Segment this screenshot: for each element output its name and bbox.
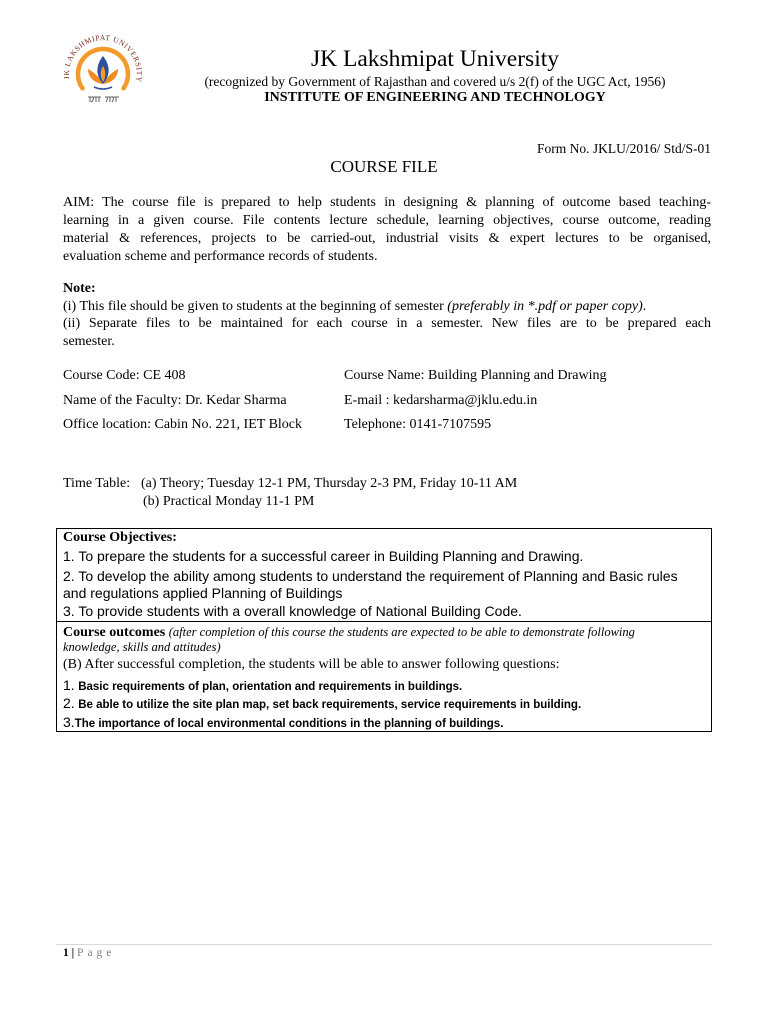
aim-line: material & references, projects to be carried-out, industrial visits & expert lectures to be organised, — [63, 231, 711, 246]
page-number: 1 — [63, 947, 69, 959]
outcome-number: 2. — [63, 695, 75, 711]
outcomes-subtitle-continuation: knowledge, skills and attitudes) — [63, 640, 221, 654]
outcomes-intro: (B) After successful completion, the students will be able to answer following questions: — [63, 657, 560, 672]
aim-line-text: The course file is prepared to help students in designing & planning of outcome based teaching- — [102, 195, 712, 210]
faculty-label: Name of the Faculty: — [63, 393, 182, 408]
faculty-telephone — [344, 416, 491, 434]
institute-name: INSTITUTE OF ENGINEERING AND TECHNOLOGY — [264, 90, 606, 105]
logo-motto-mark — [88, 97, 119, 102]
note-item-2-line: semester. — [63, 334, 115, 349]
logo-base — [94, 87, 112, 89]
course-code-value: CE 408 — [143, 368, 186, 383]
faculty-name — [63, 392, 287, 410]
note-item-1 — [63, 298, 646, 316]
objective-item: 3. To provide students with a overall knowledge of National Building Code. — [63, 603, 522, 619]
page-label: Page — [77, 947, 116, 959]
page-separator: | — [71, 947, 75, 959]
course-code — [63, 367, 186, 385]
outcome-text: Basic requirements of plan, orientation and requirements in buildings. — [78, 681, 463, 693]
university-name: JK Lakshmipat University — [310, 46, 560, 72]
university-logo — [58, 34, 148, 110]
outcomes-subtitle: (after completion of this course the students are expected to be able to demonstrate following — [168, 625, 635, 639]
aim-line: evaluation scheme and performance records of students. — [63, 249, 378, 264]
course-name-value: Building Planning and Drawing — [427, 368, 607, 383]
faculty-value: Dr. Kedar Sharma — [185, 393, 287, 408]
aim-label: AIM: — [63, 195, 95, 210]
course-name-label: Course Name: — [344, 368, 425, 383]
telephone-label: Telephone: — [344, 417, 406, 432]
email-value: kedarsharma@jklu.edu.in — [393, 393, 538, 408]
timetable-label: Time Table: — [63, 476, 131, 491]
email-label: E-mail : — [344, 393, 390, 408]
outcome-number: 3. — [63, 714, 75, 730]
outcome-item — [63, 713, 503, 733]
document-title: COURSE FILE — [330, 157, 438, 176]
note-item-2-line: (ii) Separate files to be maintained for each course in a semester. New files are to be prepared each — [63, 316, 711, 331]
faculty-email — [344, 392, 537, 410]
course-name — [344, 367, 606, 385]
aim-paragraph — [63, 194, 711, 266]
office-value: Cabin No. 221, IET Block — [154, 417, 303, 432]
note-item-1-end: . — [642, 299, 647, 314]
outcome-item — [63, 676, 462, 696]
telephone-value: 0141-7107595 — [409, 417, 492, 432]
page-footer — [63, 946, 115, 960]
form-number: Form No. JKLU/2016/ Std/S-01 — [536, 141, 711, 156]
office-location — [63, 416, 302, 434]
office-label: Office location: — [63, 417, 151, 432]
note-item-1-text: (i) This file should be given to students at the beginning of semester — [63, 299, 444, 314]
objective-item: 1. To prepare the students for a successful career in Building Planning and Drawing. — [63, 548, 584, 564]
outcome-number: 1. — [63, 677, 75, 693]
objective-item-continuation: and regulations applied Planning of Buildings — [63, 585, 343, 601]
logo-arc-textpath: JK LAKSHMIPAT UNIVERSITY — [61, 34, 145, 84]
outcome-text: The importance of local environmental conditions in the planning of buildings. — [74, 718, 504, 730]
footer-rule — [56, 944, 712, 945]
timetable-practical: (b) Practical Monday 11-1 PM — [143, 494, 315, 509]
note-label: Note: — [63, 281, 96, 296]
outcome-text: Be able to utilize the site plan map, set back requirements, service requirements in building. — [78, 699, 582, 711]
recognition-statement: (recognized by Government of Rajasthan and covered u/s 2(f) of the UGC Act, 1956) — [204, 74, 666, 89]
outcomes-title: Course outcomes — [63, 625, 166, 640]
objective-item: 2. To develop the ability among students to understand the requirement of Planning and Basic rules — [63, 568, 678, 584]
timetable-theory: (a) Theory; Tuesday 12-1 PM, Thursday 2-3 PM, Friday 10-11 AM — [141, 476, 518, 491]
outcome-item — [63, 694, 581, 714]
objectives-title: Course Objectives: — [63, 530, 177, 545]
aim-line: learning in a given course. File contents lecture schedule, learning objectives, course outcome, reading — [63, 213, 711, 228]
note-item-1-emphasis: (preferably in *.pdf or paper copy) — [447, 299, 643, 314]
note-item-2 — [63, 315, 711, 351]
aim-line — [63, 194, 711, 212]
course-code-label: Course Code: — [63, 368, 140, 383]
